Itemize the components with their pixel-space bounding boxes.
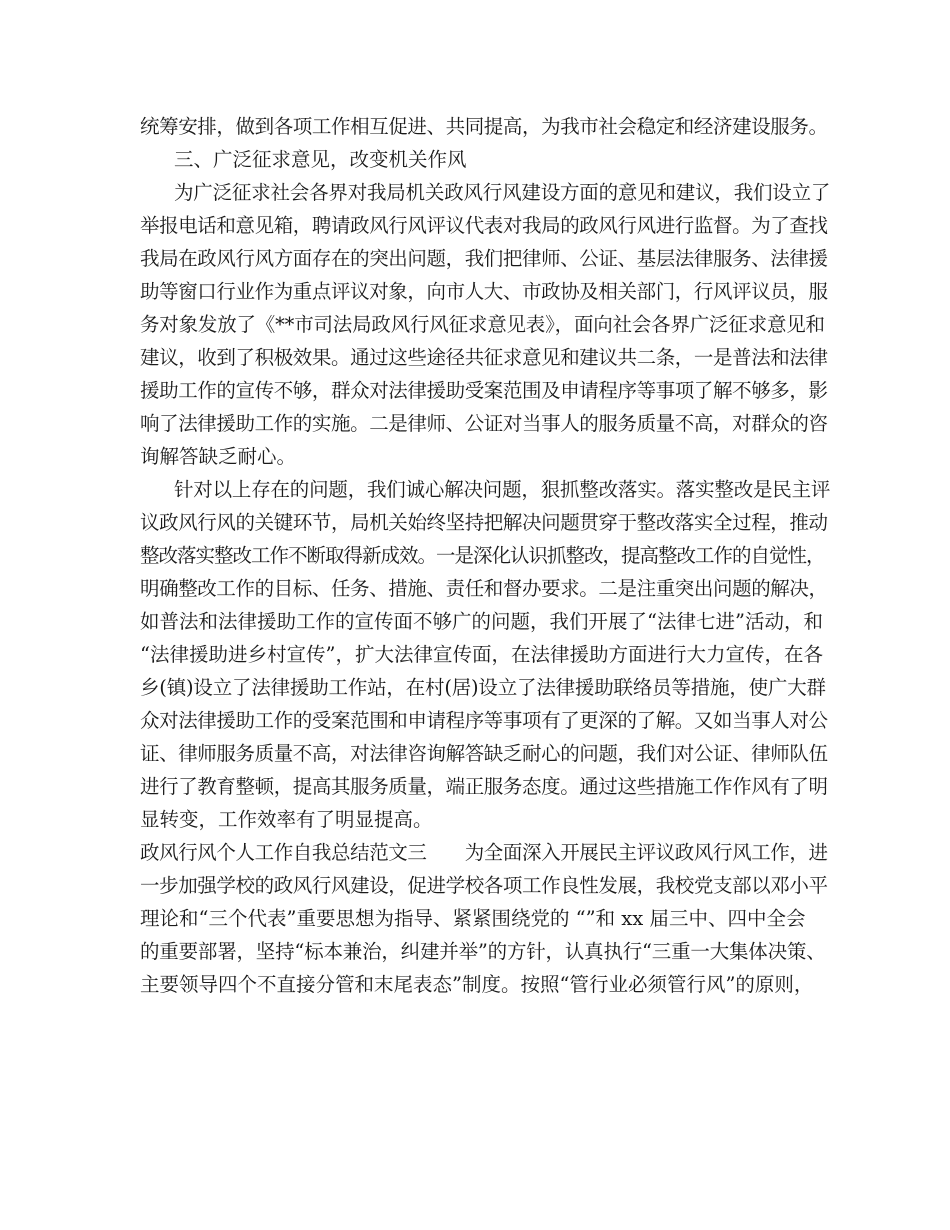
text-line: 询解答缺乏耐心。 [140, 445, 297, 468]
document-body [140, 110, 830, 1001]
text-line: 我局在政风行风方面存在的突出问题，我们把律师、公证、基层法律服务、法律援 [140, 247, 828, 270]
text-line: 议政风行风的关键环节，局机关始终坚持把解决问题贯穿于整改落实全过程，推动 [140, 511, 828, 534]
text-line: 务对象发放了《**市司法局政风行风征求意见表》，面向社会各界广泛征求意见和 [140, 313, 825, 336]
text-line: 响了法律援助工作的实施。二是律师、公证对当事人的服务质量不高，对群众的咨 [140, 412, 828, 435]
text-line: 进行了教育整顿，提高其服务质量，端正服务态度。通过这些措施工作作风有了明 [140, 775, 828, 798]
text-line: 建议，收到了积极效果。通过这些途径共征求意见和建议共二条，一是普法和法律 [140, 346, 828, 369]
text-line: 众对法律援助工作的受案范围和申请程序等事项有了更深的了解。又如当事人对公 [140, 709, 828, 732]
text-line: 整改落实整改工作不断取得新成效。一是深化认识抓整改，提高整改工作的自觉性， [140, 544, 825, 567]
text-line: 如普法和法律援助工作的宣传面不够广的问题，我们开展了“法律七进”活动，和 [140, 610, 823, 633]
text-line: 显转变，工作效率有了明显提高。 [140, 808, 433, 831]
text-line: 政风行风个人工作自我总结范文三 为全面深入开展民主评议政风行风工作，进 [140, 841, 828, 864]
text-line: 证、律师服务质量不高，对法律咨询解答缺乏耐心的问题，我们对公证、律师队伍 [140, 742, 828, 765]
text-line: 的重要部署，坚持“标本兼治，纠建并举”的方针，认真执行“三重一大集体决策、 [140, 940, 826, 963]
text-line: 一步加强学校的政风行风建设，促进学校各项工作良性发展，我校党支部以邓小平 [140, 874, 828, 897]
text-line: 援助工作的宣传不够，群众对法律援助受案范围及申请程序等事项了解不够多，影 [140, 379, 828, 402]
text-line: 乡(镇)设立了法律援助工作站，在村(居)设立了法律援助联络员等措施，使广大群 [140, 676, 826, 699]
text-line: 助等窗口行业作为重点评议对象，向市人大、市政协及相关部门，行风评议员，服 [140, 280, 828, 303]
text-line: 主要领导四个不直接分管和末尾表态”制度。按照“管行业必须管行风”的原则， [140, 973, 814, 996]
text-line: “法律援助进乡村宣传”，扩大法律宣传面，在法律援助方面进行大力宣传，在各 [140, 643, 823, 666]
text-line: 为广泛征求社会各界对我局机关政风行风建设方面的意见和建议，我们设立了 [174, 181, 831, 204]
text-line: 举报电话和意见箱，聘请政风行风评议代表对我局的政风行风进行监督。为了查找 [140, 214, 828, 237]
text-line: 针对以上存在的问题，我们诚心解决问题，狠抓整改落实。落实整改是民主评 [174, 478, 831, 501]
text-line: 统筹安排，做到各项工作相互促进、共同提高，为我市社会稳定和经济建设服务。 [140, 115, 828, 138]
text-line: 三、广泛征求意见，改变机关作风 [174, 148, 467, 171]
text-line: 明确整改工作的目标、任务、措施、责任和督办要求。二是注重突出问题的解决， [140, 577, 828, 600]
text-line: 理论和“三个代表”重要思想为指导、紧紧围绕党的 “”和 xx 届三中、四中全会 [140, 907, 806, 930]
